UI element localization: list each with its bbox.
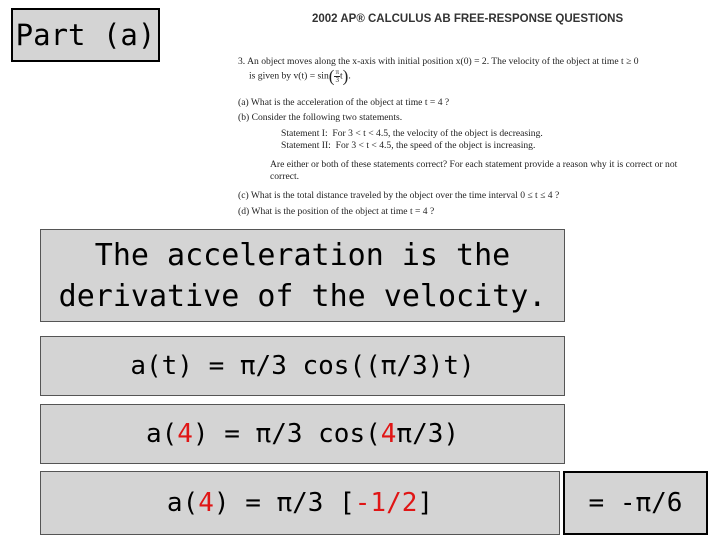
- exam-header: 2002 AP® CALCULUS AB FREE-RESPONSE QUESTIONS: [312, 13, 624, 25]
- question-b-prompt: Are either or both of these statements correct? For each statement provide a reason why it is correct or not: [270, 159, 678, 170]
- acceleration-formula: a(t) = π/3 cos((π/3)t): [40, 336, 565, 396]
- velocity-definition: is given by v(t) = sin( $\frac{\pi}{3}$ t).: [249, 66, 351, 86]
- question-b-prompt-cont: correct.: [270, 171, 300, 182]
- t-value: 4: [380, 419, 397, 449]
- t-value: 4: [177, 419, 193, 449]
- statement-2: Statement II: For 3 < t < 4.5, the speed of the object is increasing.: [281, 140, 536, 151]
- velocity-text: is given by v(t) = sin: [249, 70, 329, 82]
- scanned-question: [230, 8, 690, 220]
- question-d: (d) What is the position of the object at time t = 4 ?: [238, 206, 435, 217]
- question-b: (b) Consider the following two statements.: [238, 112, 403, 123]
- acceleration-at-4: a( 4 ) = π/3 cos( 4 π/3): [40, 404, 565, 464]
- pi-over-3-fraction: $\frac{\pi}{3}$: [335, 68, 339, 84]
- statement-1: Statement I: For 3 < t < 4.5, the velocity of the object is decreasing.: [281, 128, 543, 139]
- acceleration-evaluated: a( 4 ) = π/3 [ -1/2 ]: [40, 471, 560, 535]
- question-c: (c) What is the total distance traveled by the object over the time interval 0 ≤ t ≤ 4 ?: [238, 190, 560, 201]
- explanation-line-1: The acceleration is the: [94, 237, 511, 273]
- cosine-value: -1/2: [354, 488, 418, 518]
- explanation-line-2: derivative of the velocity.: [58, 278, 547, 314]
- t-value: 4: [198, 488, 214, 518]
- question-intro-line: 3. An object moves along the x-axis with initial position x(0) = 2. The velocity of the object at time t ≥ 0: [238, 56, 639, 67]
- final-result: = -π/6: [563, 471, 708, 535]
- question-a: (a) What is the acceleration of the object at time t = 4 ?: [238, 97, 450, 108]
- part-label: Part (a): [11, 8, 160, 62]
- explanation-box: [40, 229, 565, 322]
